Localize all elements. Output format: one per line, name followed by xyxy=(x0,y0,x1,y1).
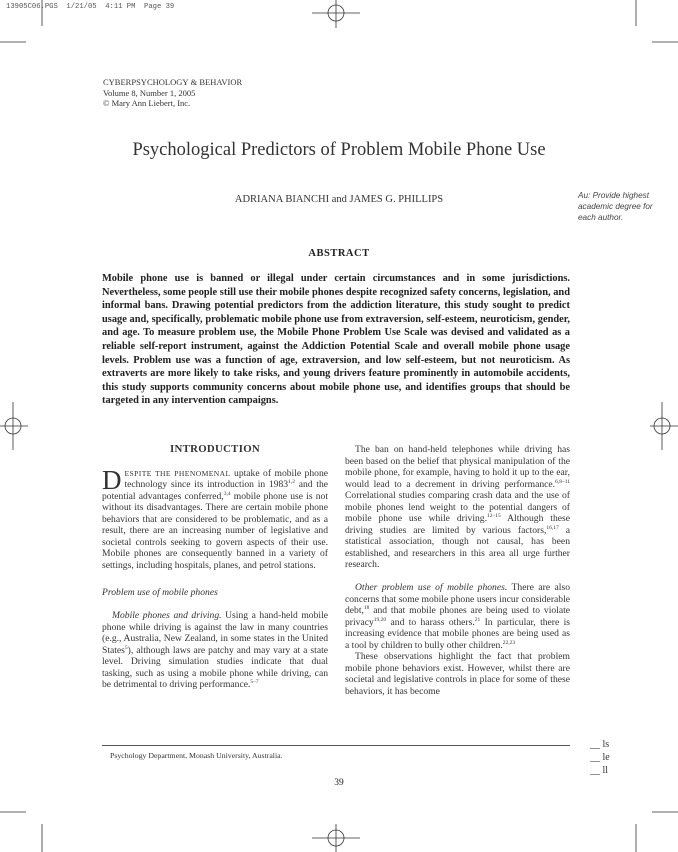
journal-copyright: © Mary Ann Liebert, Inc. xyxy=(103,98,191,108)
drop-cap: D xyxy=(102,464,122,495)
bottom-crosshair-icon xyxy=(312,824,360,852)
right-crosshair-icon xyxy=(650,402,678,450)
abstract-text: Mobile phone use is banned or illegal under certain circumstances and in some jurisdictions. Nevertheless, some people still use their mobile phones despite recognized safety concerns, legislation, and informal bans. Drawing potential predictors from the addiction literature, this study sought to predict usage and, specifically, problematic mobile phone use from extraversion, self-esteem, neuroticism, gender, and age. To measure problem use, the Mobile Phone Problem Use Scale was devised and validated as a reliable self-report instrument, against the Addiction Potential Scale and overall mobile phone usage levels. Problem use was a function of age, extraversion, and low self-esteem, but not neuroticism. As extraverts are more likely to take risks, and young drivers feature prominently in automobile accidents, this study supports community concerns about mobile phone use, and identifies groups that should be targeted in any intervention campaigns. xyxy=(102,273,570,407)
abstract-heading: ABSTRACT xyxy=(308,248,370,259)
affiliation-footnote: Psychology Department, Monash University, Australia. xyxy=(110,751,283,760)
other-problem-paragraph: Other problem use of mobile phones. There are also concerns that some mobile phone users incur considerable debt,$^{18}$ and that mobile phones are being used to violate privacy$^{19,20}$ and to harass others.$^{21}$ In particular, there is increasing evidence that mobile phones are being used as a tool by children to bully other children.$^{22,23}$ xyxy=(345,582,570,651)
left-column xyxy=(102,444,328,691)
right-column xyxy=(345,444,570,697)
introduction-heading: INTRODUCTION xyxy=(170,443,260,455)
margin-mark: __ le xyxy=(590,752,610,763)
margin-mark: __ ls xyxy=(590,739,610,750)
ban-paragraph: The ban on hand-held telephones while driving has been based on the belief that physical manipulation of the mobile phone, for example, having to hold it up to the ear, would lead to a decrement in driving performance.$^{6,8-11}$ Correlational studies comparing crash data and the use of mobile phones lend weight to the potential dangers of mobile phone use while driving.$^{12-15}$ Although these driving studies are limited by various factors,$^{16,17}$ a statistical association, though not causal, has been established, and researchers in this area all urge further research. xyxy=(345,444,570,571)
section-subheading: Problem use of mobile phones xyxy=(102,587,218,599)
journal-volume: Volume 8, Number 1, 2005 xyxy=(103,87,196,98)
page-number: 39 xyxy=(334,778,344,788)
top-crosshair-icon xyxy=(312,0,360,28)
proof-margin-marks xyxy=(590,738,610,777)
print-slug: 13905C06.PGS 1/21/05 4:11 PM Page 39 xyxy=(6,3,175,11)
margin-mark: __ ll xyxy=(590,765,609,776)
footnote-rule xyxy=(102,745,570,746)
driving-paragraph: Mobile phones and driving. Using a hand-held mobile phone while driving is against the law in many countries (e.g., Australia, New Zealand, in some states in the United States$^5$), although laws are patchy and may vary at a state level. Driving simulation studies indicate that dual tasking, such as using a mobile phone while driving, can be detrimental to driving performance.$^{5-7}$ xyxy=(102,610,328,691)
article-authors: ADRIANA BIANCHI and JAMES G. PHILLIPS xyxy=(234,194,444,205)
article-title: Psychological Predictors of Problem Mobile Phone Use xyxy=(132,140,546,160)
author-query-note: Au: Provide highest academic degree for each author. xyxy=(578,191,653,222)
intro-paragraph: DESPITE THE PHENOMENAL uptake of mobile phone technology since its introduction in 1983$^{1,2}$ and the potential advantages conferred,$^{3,4}$ mobile phone use is not without its disadvantages. There are certain mobile phone behaviors that are considered to be problematic, and as a result, there are an increasing number of legislative and societal controls seeking to govern aspects of their use. Mobile phones are consequently banned in a variety of settings, including hospitals, planes, and petrol stations. xyxy=(102,464,329,571)
left-crosshair-icon xyxy=(0,402,28,450)
observations-paragraph: These observations highlight the fact that problem mobile phone behaviors exist. However, whilst there are societal and legislative controls in place for some of these behaviors, it has become xyxy=(345,651,570,697)
journal-info xyxy=(103,77,242,109)
journal-name: CYBERPSYCHOLOGY & BEHAVIOR xyxy=(103,77,243,87)
